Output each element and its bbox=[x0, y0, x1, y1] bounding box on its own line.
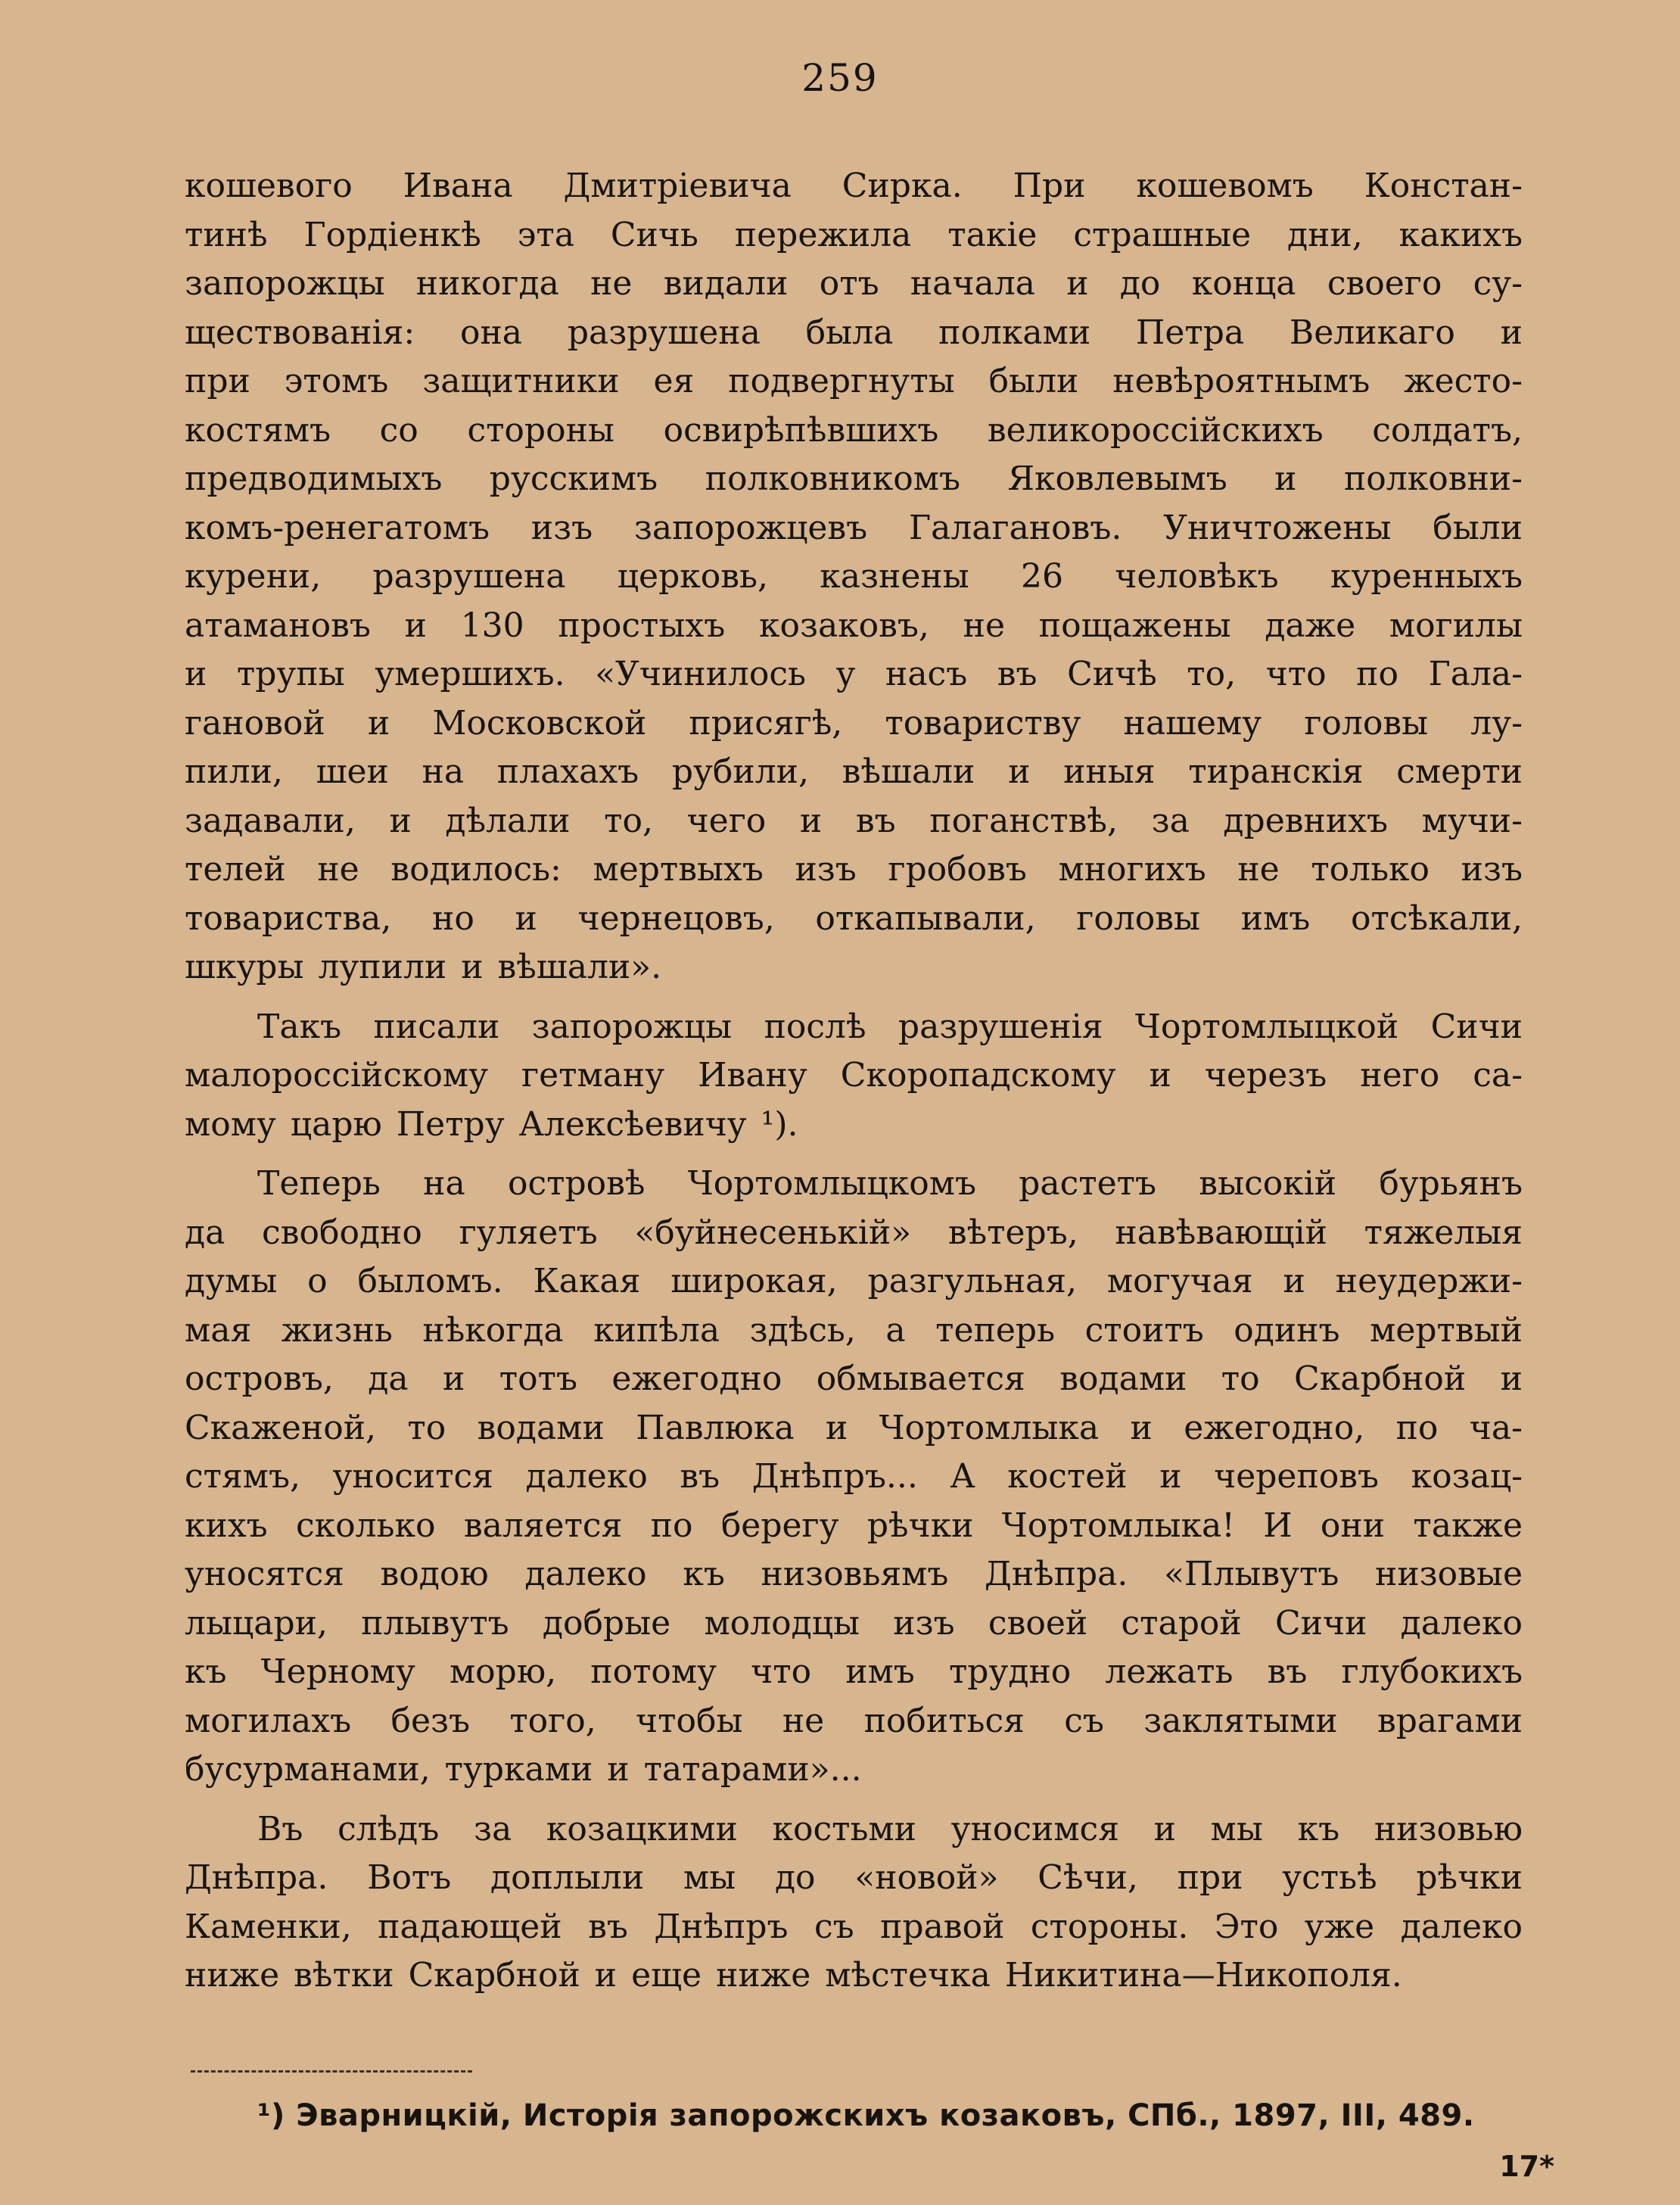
footnote: ¹) Эварницкій, Исторія запорожскихъ козаковъ, СПб., 1897, III, 489. bbox=[257, 2098, 1475, 2133]
text-line: уносятся водою далеко къ низовьямъ Днѣпра. «Плывутъ низовые bbox=[185, 1555, 1523, 1593]
text-line: задавали, и дѣлали то, чего и въ поганствѣ, за древнихъ мучи- bbox=[185, 801, 1523, 840]
text-line: мому царю Петру Алексѣевичу ¹). bbox=[185, 1104, 798, 1144]
text-line: островъ, да и тотъ ежегодно обмывается водами то Скарбной и bbox=[185, 1359, 1523, 1398]
text-line: да свободно гуляетъ «буйнесенькій» вѣтеръ, навѣвающій тяжелыя bbox=[185, 1213, 1523, 1252]
text-line: стямъ, уносится далеко въ Днѣпръ... А костей и череповъ козац- bbox=[185, 1457, 1523, 1496]
paragraph bbox=[185, 162, 1523, 992]
page-number: 259 bbox=[801, 56, 879, 100]
text-line: костямъ со стороны освирѣпѣвшихъ великороссійскихъ солдатъ, bbox=[185, 410, 1523, 450]
body-text bbox=[185, 162, 1523, 2001]
text-line: Скаженой, то водами Павлюка и Чортомлыка и ежегодно, по ча- bbox=[185, 1408, 1523, 1447]
text-line: лыцари, плывутъ добрые молодцы изъ своей старой Сичи далеко bbox=[185, 1603, 1523, 1643]
paragraph-gap bbox=[185, 1149, 1523, 1160]
footnote-divider bbox=[191, 2070, 472, 2073]
text-line: пили, шеи на плахахъ рубили, вѣшали и иныя тиранскія смерти bbox=[185, 752, 1523, 791]
text-line: Такъ писали запорожцы послѣ разрушенія Чортомлыцкой Сичи bbox=[257, 1007, 1523, 1046]
text-line: ниже вѣтки Скарбной и еще ниже мѣстечка Никитина—Никополя. bbox=[185, 1956, 1402, 1995]
text-line: атамановъ и 130 простыхъ козаковъ, не пощажены даже могилы bbox=[185, 606, 1523, 645]
paragraph bbox=[185, 1805, 1523, 2001]
paragraph-gap bbox=[185, 1795, 1523, 1805]
text-line: Днѣпра. Вотъ доплыли мы до «новой» Сѣчи, при устьѣ рѣчки bbox=[185, 1858, 1523, 1897]
text-line: кихъ сколько валяется по берегу рѣчки Чортомлыка! И они также bbox=[185, 1506, 1523, 1545]
text-line: мая жизнь нѣкогда кипѣла здѣсь, а теперь стоитъ одинъ мертвый bbox=[185, 1310, 1523, 1350]
paragraph bbox=[185, 1003, 1523, 1150]
text-line: шкуры лупили и вѣшали». bbox=[185, 948, 662, 986]
text-line: бусурманами, турками и татарами»... bbox=[185, 1750, 862, 1789]
text-line: Каменки, падающей въ Днѣпръ съ правой стороны. Это уже далеко bbox=[185, 1907, 1523, 1946]
text-line: комъ-ренегатомъ изъ запорожцевъ Галагановъ. Уничтожены были bbox=[185, 508, 1523, 547]
text-line: гановой и Московской присягѣ, товариству нашему головы лу- bbox=[185, 703, 1523, 743]
text-line: Теперь на островѣ Чортомлыцкомъ растетъ высокій бурьянъ bbox=[257, 1164, 1523, 1203]
text-line: тинѣ Гордіенкѣ эта Сичь пережила такіе страшные дни, какихъ bbox=[185, 215, 1523, 254]
text-line: Въ слѣдъ за козацкими костьми уносимся и мы къ низовью bbox=[257, 1809, 1523, 1848]
text-line: и трупы умершихъ. «Учинилось у насъ въ Сичѣ то, что по Гала- bbox=[185, 655, 1523, 693]
text-line: курени, разрушена церковь, казнены 26 человѣкъ куренныхъ bbox=[185, 557, 1523, 596]
text-line: къ Черному морю, потому что имъ трудно лежать въ глубокихъ bbox=[185, 1652, 1523, 1691]
text-line: малороссійскому гетману Ивану Скоропадскому и черезъ него са- bbox=[185, 1056, 1523, 1095]
text-line: запорожцы никогда не видали отъ начала и до конца своего су- bbox=[185, 264, 1523, 303]
text-line: могилахъ безъ того, чтобы не побиться съ заклятыми врагами bbox=[185, 1701, 1523, 1740]
text-line: товариства, но и чернецовъ, откапывали, головы имъ отсѣкали, bbox=[185, 899, 1523, 938]
text-line: кошевого Ивана Дмитріевича Сирка. При кошевомъ Констан- bbox=[185, 167, 1523, 205]
paragraph bbox=[185, 1160, 1523, 1795]
printer-signature-mark: 17* bbox=[1499, 2150, 1554, 2183]
text-line: предводимыхъ русскимъ полковникомъ Яковлевымъ и полковни- bbox=[185, 459, 1523, 498]
paragraph-gap bbox=[185, 992, 1523, 1003]
text-line: при этомъ защитники ея подвергнуты были невѣроятнымъ жесто- bbox=[185, 362, 1523, 400]
text-line: телей не водилось: мертвыхъ изъ гробовъ многихъ не только изъ bbox=[185, 850, 1523, 889]
text-line: ществованія: она разрушена была полками Петра Великаго и bbox=[185, 313, 1523, 352]
text-line: думы о быломъ. Какая широкая, разгульная, могучая и неудержи- bbox=[185, 1262, 1523, 1300]
